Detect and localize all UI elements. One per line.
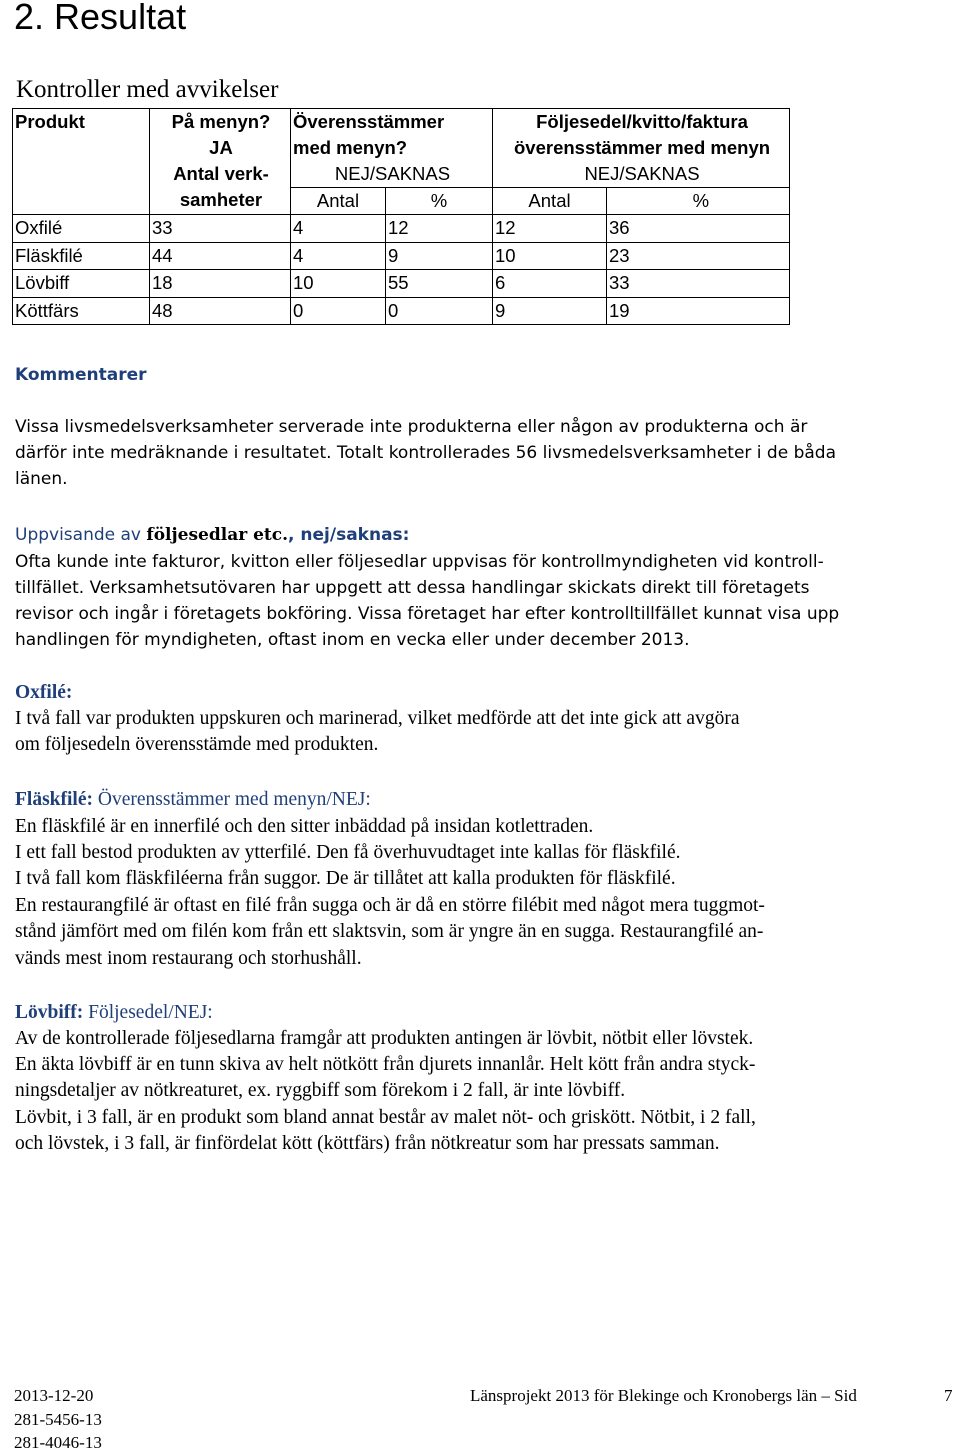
- cell-value: 0: [386, 297, 493, 325]
- table-row: [13, 242, 790, 270]
- section-subtitle: Kontroller med avvikelser: [16, 76, 279, 103]
- cell-value: 6: [493, 270, 607, 298]
- foljesedlar-line: tillfället. Verksamhetsutövaren har uppgett att dessa handlingar skickats direkt till företagets: [15, 578, 810, 598]
- lovbiff-heading: Lövbiff: Följesedel/NEJ:: [15, 1002, 213, 1023]
- cell-product: Lövbiff: [13, 270, 150, 298]
- subheader-antal-1: Antal: [291, 188, 386, 215]
- cell-product: Fläskfilé: [13, 242, 150, 270]
- cell-value: 4: [291, 215, 386, 243]
- subheader-antal-2: Antal: [493, 188, 607, 215]
- cell-value: 4: [291, 242, 386, 270]
- cell-value: 33: [607, 270, 790, 298]
- oxfile-line: I två fall var produkten uppskuren och marinerad, vilket medförde att det inte gick att avgöra: [15, 708, 740, 729]
- lovbiff-line: och lövstek, i 3 fall, är finfördelat kött (köttfärs) från nötkreatur som har pressats samman.: [15, 1133, 720, 1154]
- table-header-row: [13, 109, 790, 188]
- cell-value: 12: [493, 215, 607, 243]
- flaskfile-line: I ett fall bestod produkten av ytterfilé. Den få överhuvudtaget inte kallas för fläskfilé.: [15, 842, 681, 863]
- cell-value: 9: [386, 242, 493, 270]
- header-produkt: Produkt: [13, 109, 150, 215]
- page-title: 2. Resultat: [14, 0, 187, 37]
- cell-value: 10: [291, 270, 386, 298]
- cell-product: Oxfilé: [13, 215, 150, 243]
- table-row: [13, 270, 790, 298]
- comments-line: länen.: [15, 469, 68, 489]
- foljesedlar-heading: Uppvisande av följesedlar etc., nej/saknas:: [15, 525, 410, 545]
- header-pa-menyn: På menyn? JA Antal verk- samheter: [150, 109, 291, 215]
- cell-value: 0: [291, 297, 386, 325]
- flaskfile-line: I två fall kom fläskfiléerna från suggor. De är tillåtet att kalla produkten för fläskfilé.: [15, 868, 676, 889]
- cell-value: 33: [150, 215, 291, 243]
- cell-value: 9: [493, 297, 607, 325]
- flaskfile-heading: Fläskfilé: Överensstämmer med menyn/NEJ:: [15, 789, 371, 810]
- cell-value: 55: [386, 270, 493, 298]
- footer-ref: 281-4046-13: [14, 1433, 102, 1452]
- cell-value: 10: [493, 242, 607, 270]
- lovbiff-line: Av de kontrollerade följesedlarna framgår att produkten antingen är lövbit, nötbit eller lövstek.: [15, 1028, 754, 1049]
- table-row: [13, 215, 790, 243]
- cell-value: 36: [607, 215, 790, 243]
- header-foljesedel: Följesedel/kvitto/faktura överensstämmer med menyn NEJ/SAKNAS: [493, 109, 790, 188]
- comments-line: Vissa livsmedelsverksamheter serverade inte produkterna eller någon av produkterna och är: [15, 417, 808, 437]
- foljesedlar-line: Ofta kunde inte fakturor, kvitton eller följesedlar uppvisas för kontrollmyndigheten vid kontroll-: [15, 552, 824, 572]
- flaskfile-line: stånd jämfört med om filén kom från ett slaktsvin, som är yngre än en sugga. Restaurangfilé an-: [15, 921, 764, 942]
- flaskfile-line: En restaurangfilé är oftast en filé från sugga och är då en större filébit med något mera tuggmot-: [15, 895, 765, 916]
- footer-date: 2013-12-20: [14, 1386, 94, 1405]
- flaskfile-line: vänds mest inom restaurang och storhushåll.: [15, 948, 362, 969]
- cell-value: 23: [607, 242, 790, 270]
- results-table: [12, 108, 790, 325]
- cell-value: 48: [150, 297, 291, 325]
- lovbiff-line: En äkta lövbiff är en tunn skiva av helt nötkött från djurets innanlår. Helt kött från andra styck-: [15, 1054, 756, 1075]
- header-overensstammer: Överensstämmer med menyn? NEJ/SAKNAS: [291, 109, 493, 188]
- footer-project: Länsprojekt 2013 för Blekinge och Kronobergs län – Sid: [470, 1386, 857, 1405]
- cell-value: 19: [607, 297, 790, 325]
- footer-ref: 281-5456-13: [14, 1410, 102, 1429]
- foljesedlar-line: revisor och ingår i företagets bokföring. Vissa företaget har efter kontrolltillfället kunnat visa upp: [15, 604, 840, 624]
- oxfile-heading: Oxfilé:: [15, 682, 73, 703]
- lovbiff-line: Lövbit, i 3 fall, är en produkt som bland annat består av malet nöt- och griskött. Nötbit, i 2 fall,: [15, 1107, 756, 1128]
- page-number: 7: [944, 1386, 953, 1405]
- oxfile-line: om följesedeln överensstämde med produkten.: [15, 734, 379, 755]
- subheader-pct-1: %: [386, 188, 493, 215]
- foljesedlar-line: handlingen för myndigheten, oftast inom en vecka eller under december 2013.: [15, 630, 690, 650]
- flaskfile-line: En fläskfilé är en innerfilé och den sitter inbäddad på insidan kotlettraden.: [15, 816, 594, 837]
- cell-value: 44: [150, 242, 291, 270]
- lovbiff-line: ningsdetaljer av nötkreaturet, ex. ryggbiff som förekom i 2 fall, är inte lövbiff.: [15, 1080, 626, 1101]
- cell-value: 18: [150, 270, 291, 298]
- cell-product: Köttfärs: [13, 297, 150, 325]
- comments-line: därför inte medräknande i resultatet. Totalt kontrollerades 56 livsmedelsverksamheter i de båda: [15, 443, 836, 463]
- cell-value: 12: [386, 215, 493, 243]
- table-row: [13, 297, 790, 325]
- comments-heading: Kommentarer: [15, 365, 147, 385]
- subheader-pct-2: %: [607, 188, 790, 215]
